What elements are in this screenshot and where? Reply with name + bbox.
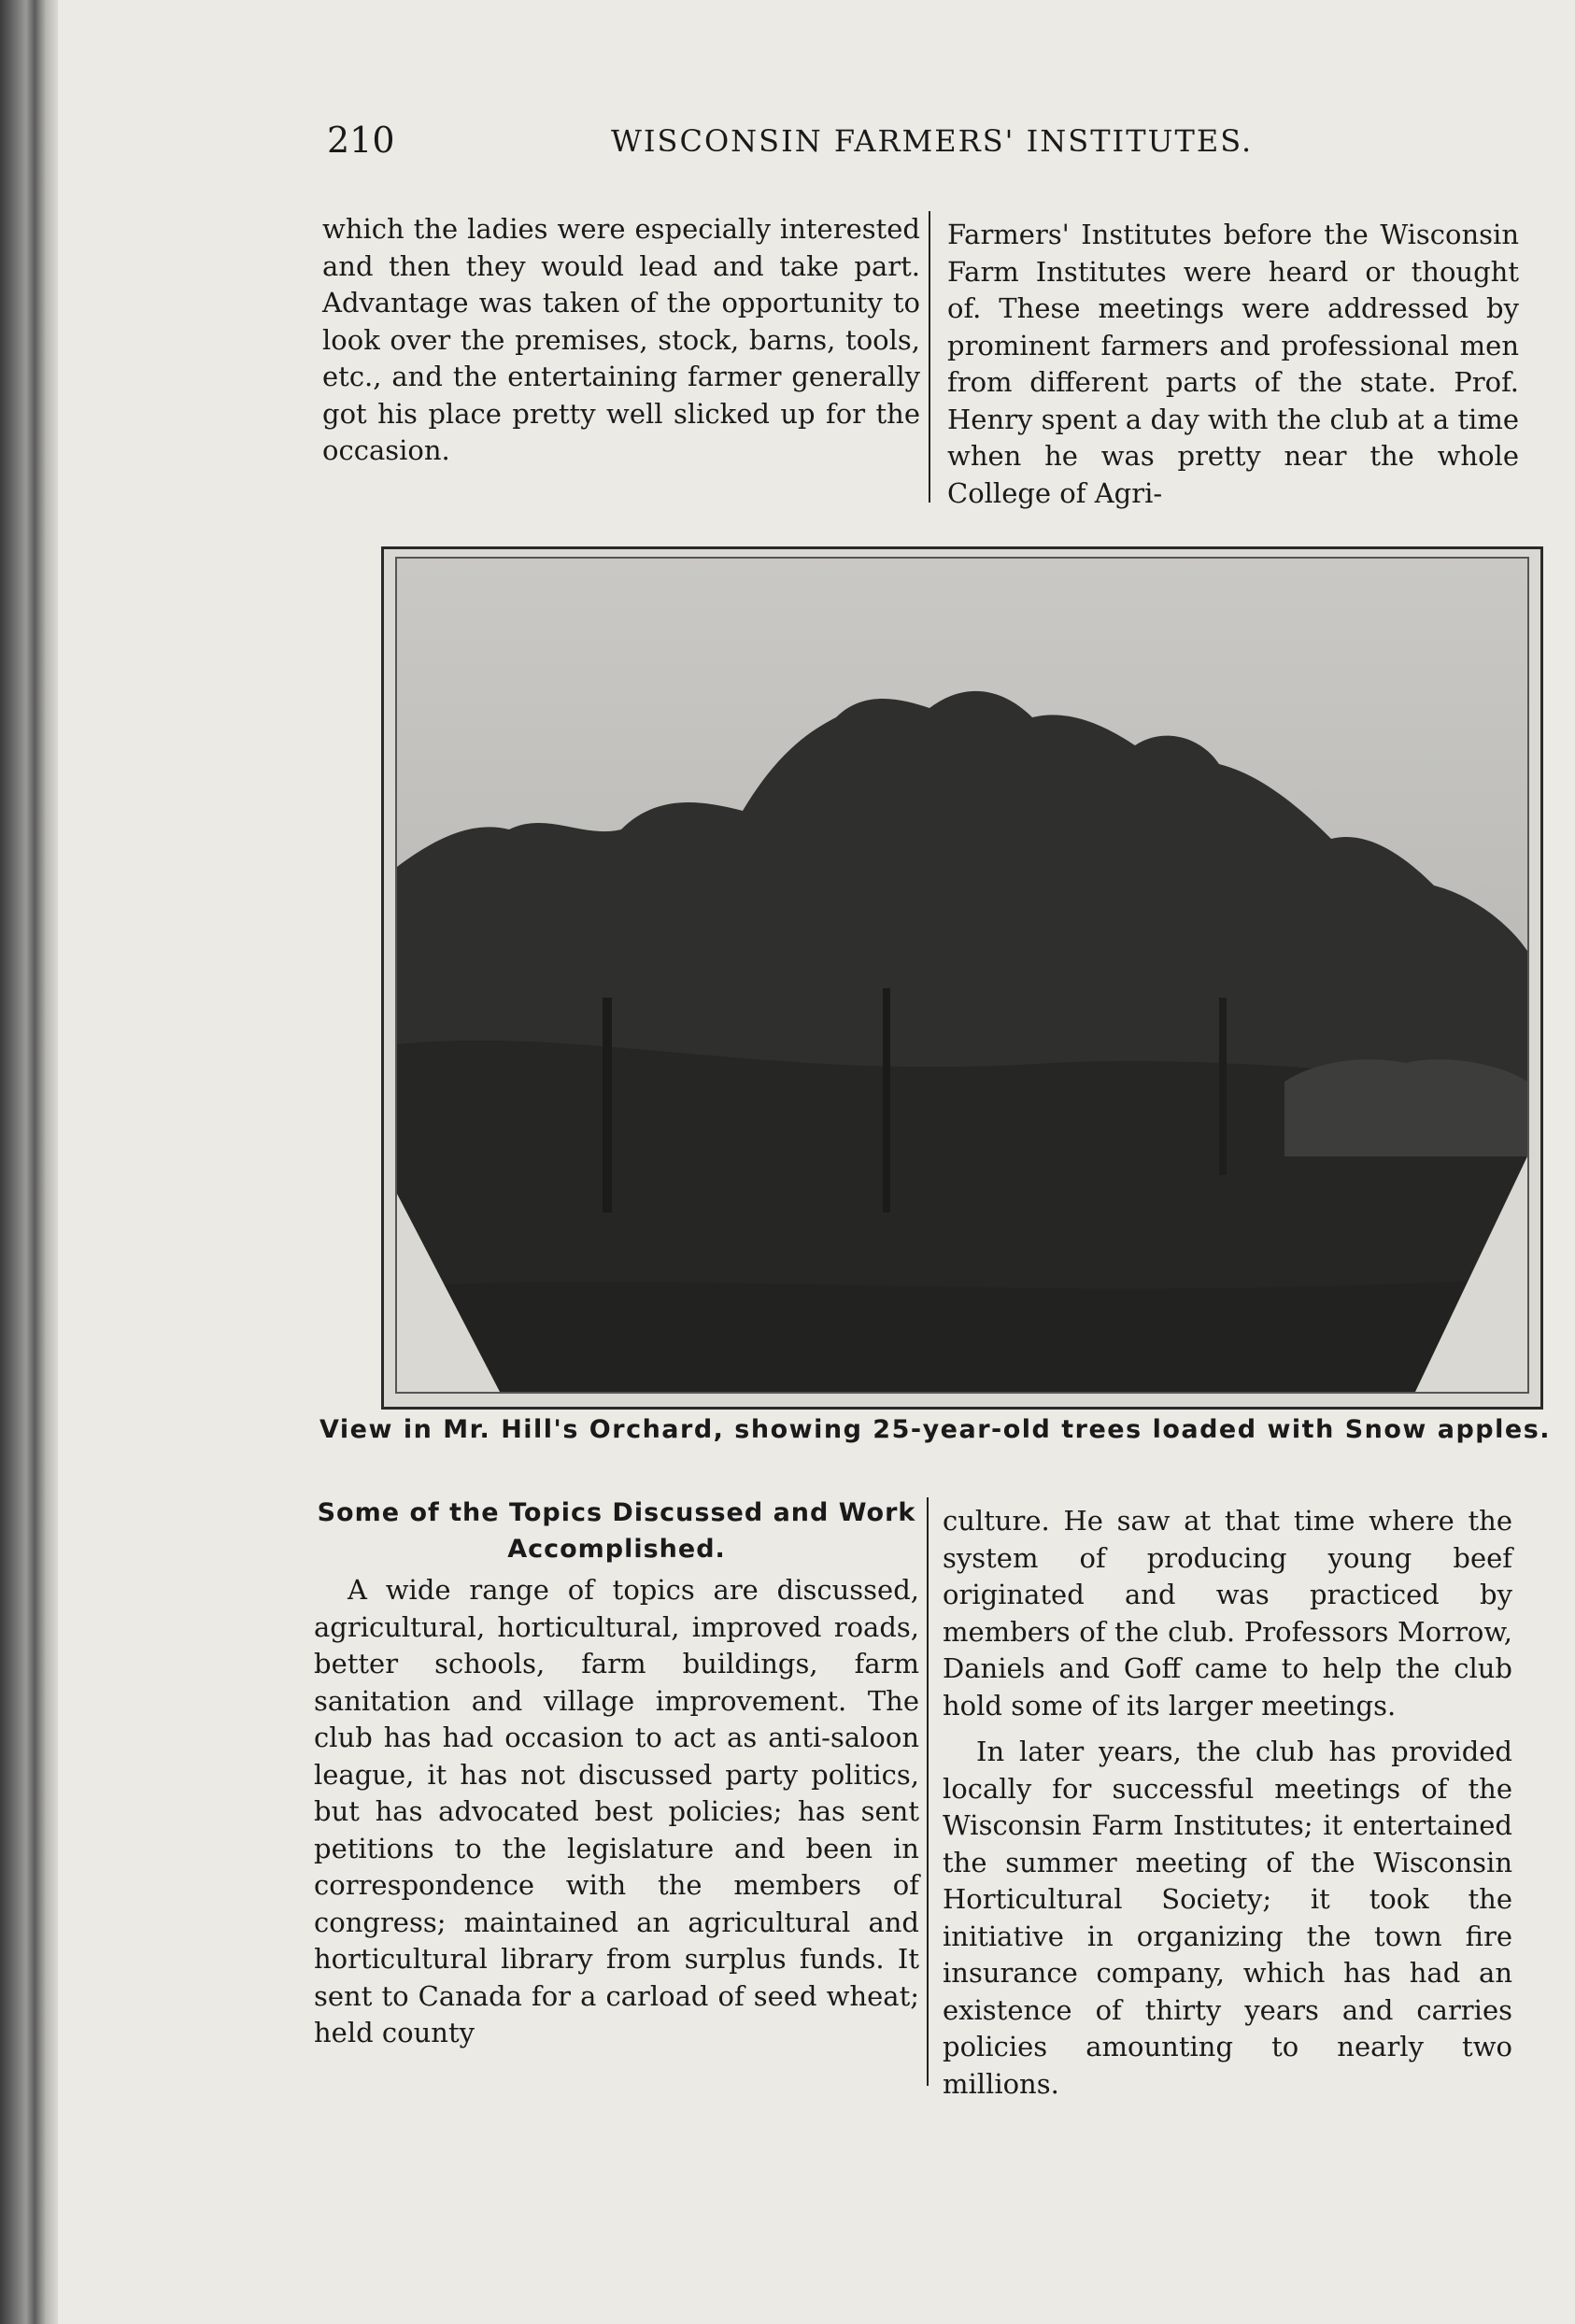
figure-caption: View in Mr. Hill's Orchard, showing 25-year-old trees loaded with Snow apples. [319, 1415, 1552, 1444]
column-divider-bottom [927, 1497, 929, 2086]
bottom-right-column [943, 1503, 1512, 2103]
orchard-photo [395, 557, 1529, 1394]
column-divider-top [929, 211, 930, 503]
book-page [58, 0, 1575, 2324]
orchard-photo-frame [381, 546, 1543, 1410]
top-right-column [947, 217, 1519, 512]
top-right-paragraph: Farmers' Institutes before the Wisconsin Farm Institutes were heard or thought of. These meetings were addressed by prominent farmers and professional men from different parts of the state. Prof. Henry spent a day with the club at a time when he was pretty near the whole College of Agri- [947, 219, 1519, 509]
page-number: 210 [327, 120, 395, 161]
bottom-right-paragraph-1: culture. He saw at that time where the system of producing young beef originated and was practiced by members of the club. Professors Morrow, Daniels and Goff came to help the club hold some of its larger meetings. [943, 1505, 1512, 1722]
bottom-left-column [314, 1572, 919, 2052]
top-left-column [322, 211, 920, 470]
running-head: WISCONSIN FARMERS' INSTITUTES. [611, 123, 1254, 159]
section-heading: Some of the Topics Discussed and Work Accomplished. [317, 1498, 916, 1564]
book-spine-shadow [0, 0, 58, 2324]
orchard-photo-image [397, 559, 1527, 1392]
top-left-paragraph: which the ladies were especially interested and then they would lead and take part. Advantage was taken of the opportunity to look over the premises, stock, barns, tools, etc., and the entertaining farmer generally got his place pretty well slicked up for the occasion. [322, 213, 920, 466]
bottom-left-paragraph: A wide range of topics are discussed, agricultural, horticultural, improved roads, better schools, farm buildings, farm sanitation and village improvement. The club has had occasion to act as anti-saloon league, it has not discussed party politics, but has advocated best policies; has sent petitions to the legislature and been in correspondence with the members of congress; maintained an agricultural and horticultural library from surplus funds. It sent to Canada for a carload of seed wheat; held county [314, 1574, 919, 2048]
bottom-right-paragraph-2: In later years, the club has provided locally for successful meetings of the Wisconsin Farm Institutes; it entertained the summer meeting of the Wisconsin Horticultural Society; it took the initiative in organizing the town fire insurance company, which has had an existence of thirty years and carries policies amounting to nearly two millions. [943, 1736, 1512, 2100]
